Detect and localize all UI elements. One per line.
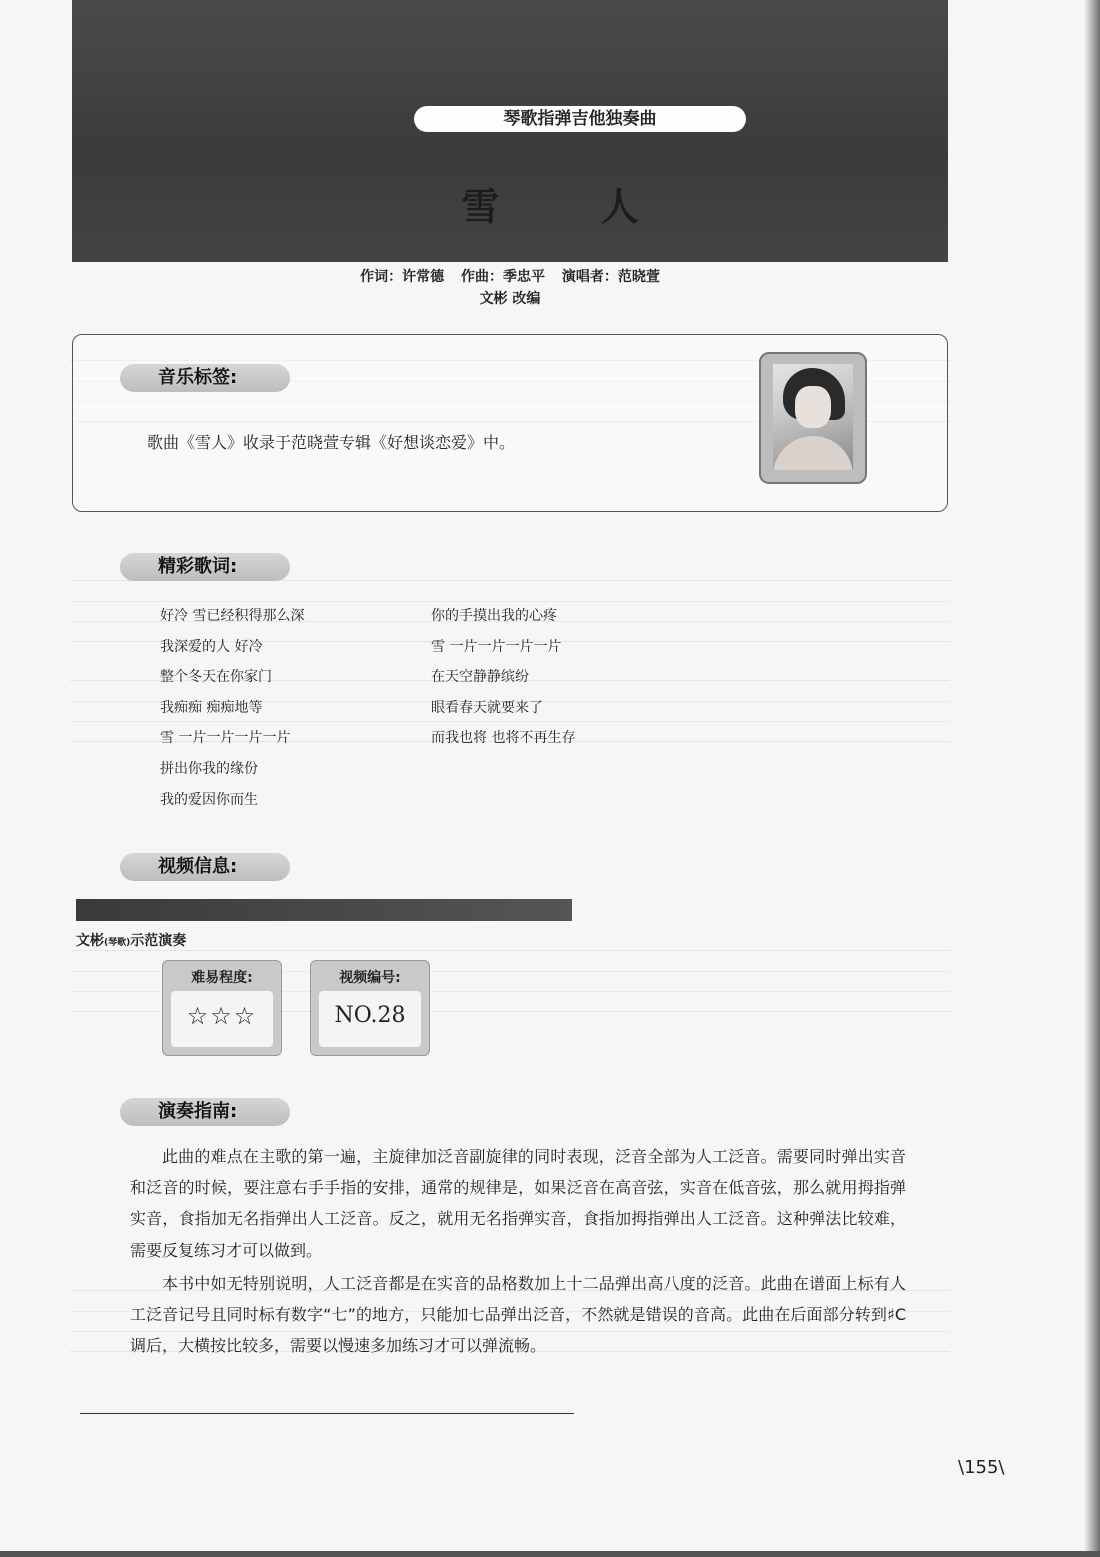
lyrics-right-column: [431, 601, 575, 754]
lyric-line: 你的手摸出我的心疼: [431, 608, 557, 624]
performer-suffix: 示范演奏: [130, 933, 187, 949]
lyrics-heading: 精彩歌词:: [120, 553, 290, 581]
video-number-card: [310, 960, 430, 1056]
lyric-line: 拼出你我的缘份: [160, 760, 258, 777]
video-heading: 视频信息:: [120, 853, 290, 881]
lyric-line: 好冷 雪已经积得那么深: [160, 608, 305, 624]
arranger-credit: 文彬 改编: [479, 291, 541, 307]
lyric-line: 我深爱的人 好冷: [160, 638, 263, 655]
scan-edge-shadow: [1084, 0, 1100, 1557]
guide-heading: 演奏指南:: [120, 1098, 290, 1126]
performer-credit: [76, 930, 186, 950]
lyrics-left-column: [160, 601, 304, 815]
scan-bottom-edge: [0, 1551, 1100, 1557]
video-number: NO.28: [334, 1003, 406, 1028]
lyric-line: 眼看春天就要来了: [431, 699, 543, 716]
video-bar: [76, 899, 572, 921]
page-number: \155\: [958, 1457, 1005, 1478]
lyric-line: 我的爱因你而生: [160, 791, 258, 808]
singer-photo: [773, 364, 853, 470]
guide-paragraph: 此曲的难点在主歌的第一遍，主旋律加泛音副旋律的同时表现，泛音全部为人工泛音。需要同时弹出实音和泛音的时候，要注意右手手指的安排，通常的规律是，如果泛音在高音弦，实音在低音弦，那么就用拇指弹实音，食指加无名指弹出人工泛音。反之，就用无名指弹实音，食指加拇指弹出人工泛音。这种弹法比较难，需要反复练习才可以做到。: [130, 1147, 906, 1260]
video-number-label: 视频编号:: [339, 970, 401, 986]
lyric-line: 雪 一片一片一片一片: [160, 730, 291, 747]
music-tag-text: 歌曲《雪人》收录于范晓萱专辑《好想谈恋爱》中。: [147, 433, 516, 452]
difficulty-stars: ☆☆☆: [186, 1002, 258, 1030]
difficulty-label: 难易程度:: [191, 970, 253, 986]
lyric-line: 我痴痴 痴痴地等: [160, 699, 263, 716]
composer-credit: 作曲：季忠平: [461, 269, 545, 285]
lyricist-credit: 作词：许常德: [360, 269, 445, 285]
credits: [0, 266, 1020, 310]
guide-paragraph: 本书中如无特别说明，人工泛音都是在实音的品格数加上十二品弹出高八度的泛音。此曲在谱面上标有人工泛音记号且同时标有数字“七”的地方，只能加七品弹出泛音，不然就是错误的音高。此曲在后面部分转到♯C调后，大横按比较多，需要以慢速多加练习才可以弹流畅。: [130, 1274, 906, 1356]
song-title: 雪 人: [461, 184, 683, 229]
performer-name: 文彬: [76, 933, 104, 949]
singer-photo-frame: [759, 352, 867, 484]
lyric-line: 雪 一片一片一片一片: [431, 638, 562, 655]
bottom-rule: [80, 1413, 574, 1414]
difficulty-card: [162, 960, 282, 1056]
music-tag-heading: 音乐标签:: [120, 364, 290, 392]
lyric-line: 在天空静静缤纷: [431, 669, 529, 686]
lyric-line: 而我也将 也将不再生存: [431, 730, 576, 747]
singer-credit: 演唱者：范晓萱: [561, 269, 660, 285]
series-label: 琴歌指弹吉他独奏曲: [414, 106, 746, 132]
performer-tag: (琴歌): [104, 938, 131, 948]
lyric-line: 整个冬天在你家门: [160, 669, 272, 686]
